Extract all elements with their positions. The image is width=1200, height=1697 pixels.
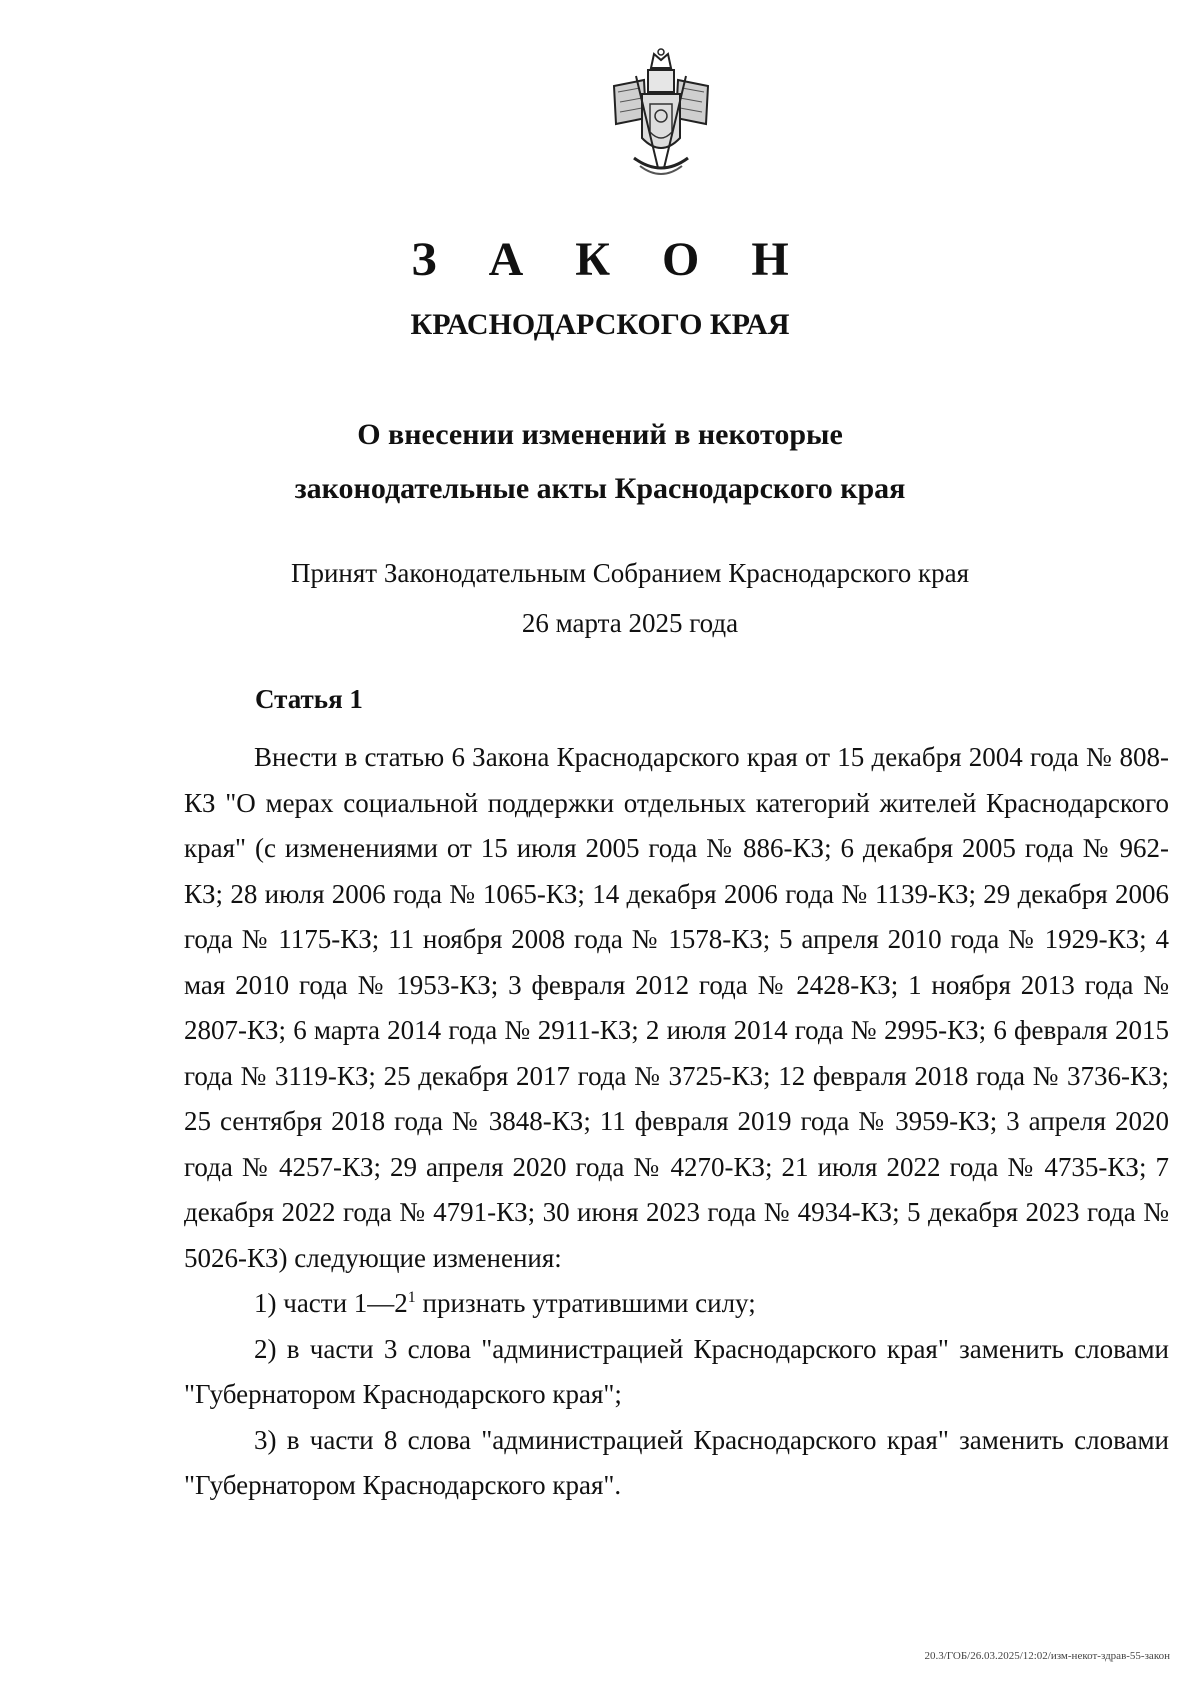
article-item-3: 3) в части 8 слова "администрацией Краснодарского края" заменить словами "Губернатором Краснодарского края". (184, 1424, 1169, 1500)
document-type-title: З А К О Н (411, 233, 809, 286)
law-subject-line-1: О внесении изменений в некоторые (357, 418, 843, 451)
adoption-body: Принят Законодательным Собранием Краснодарского края (290, 558, 970, 588)
article-item-1 (184, 1281, 1169, 1327)
article-item-1-suffix: признать утратившими силу; (415, 1288, 756, 1318)
law-subject-line-2: законодательные акты Краснодарского края (294, 472, 906, 505)
article-heading: Статья 1 (255, 684, 363, 714)
article-item-2: 2) в части 3 слова "администрацией Краснодарского края" заменить словами "Губернатором Краснодарского края"; (184, 1333, 1169, 1409)
article-item-1-superscript: 1 (407, 1289, 416, 1306)
article-body (184, 735, 1169, 1509)
krasnodar-coat-of-arms-emblem (606, 46, 716, 186)
adoption-info (0, 548, 1200, 648)
adoption-date: 26 марта 2025 года (521, 608, 739, 638)
document-file-code: 20.3/ГОБ/26.03.2025/12:02/изм-некот-здрав-55-закон (924, 1650, 1170, 1662)
law-subject (0, 408, 1200, 516)
issuing-region: КРАСНОДАРСКОГО КРАЯ (410, 308, 790, 341)
article-intro-paragraph: Внести в статью 6 Закона Краснодарского края от 15 декабря 2004 года № 808-КЗ "О мерах социальной поддержки отдельных категорий жителей Краснодарского края" (с изменениями от 15 июля 2005 года № 886-КЗ; 6 декабря 2005 года № 962-КЗ; 28 июля 2006 года № 1065-КЗ; 14 декабря 2006 года № 1139-КЗ; 29 декабря 2006 года № 1175-КЗ; 11 ноября 2008 года № 1578-КЗ; 5 апреля 2010 года № 1929-КЗ; 4 мая 2010 года № 1953-КЗ; 3 февраля 2012 года № 2428-КЗ; 1 ноября 2013 года № 2807-КЗ; 6 марта 2014 года № 2911-КЗ; 2 июля 2014 года № 2995-КЗ; 6 февраля 2015 года № 3119-КЗ; 25 декабря 2017 года № 3725-КЗ; 12 февраля 2018 года № 3736-КЗ; 25 сентября 2018 года № 3848-КЗ; 11 февраля 2019 года № 3959-КЗ; 3 апреля 2020 года № 4257-КЗ; 29 апреля 2020 года № 4270-КЗ; 21 июля 2022 года № 4735-КЗ; 7 декабря 2022 года № 4791-КЗ; 30 июня 2023 года № 4934-КЗ; 5 декабря 2023 года № 5026-КЗ) следующие изменения: (184, 742, 1169, 1273)
article-item-1-prefix: 1) части 1—2 (254, 1288, 408, 1318)
